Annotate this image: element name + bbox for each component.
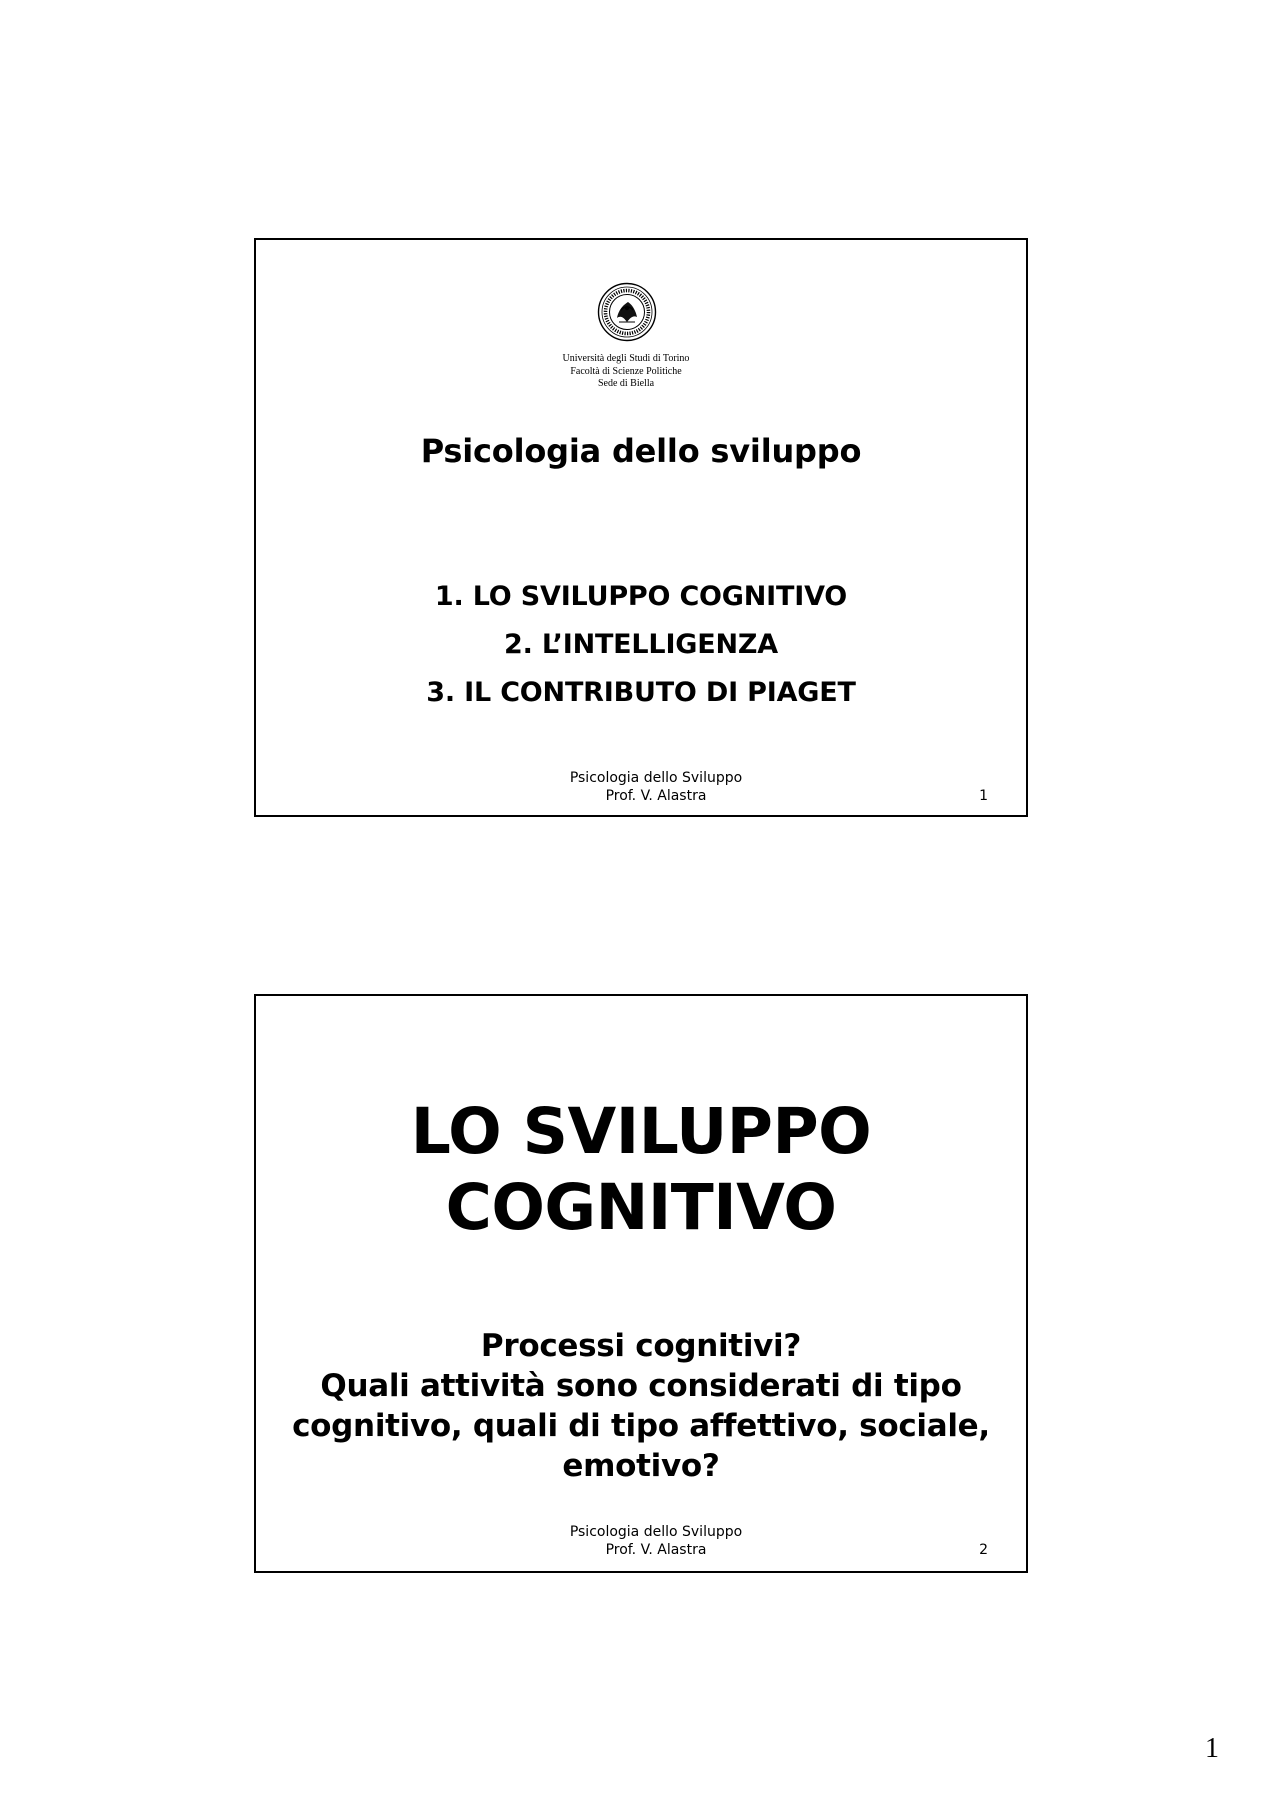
footer-course: Psicologia dello Sviluppo xyxy=(569,770,743,786)
slide-number: 1 xyxy=(979,788,988,804)
footer-professor: Prof. V. Alastra xyxy=(605,788,707,804)
institution-block xyxy=(476,353,776,391)
institution-line: Facoltà di Scienze Politiche xyxy=(570,365,682,377)
question-line: Processi cognitivi? xyxy=(480,1328,802,1364)
slide-footer xyxy=(516,1523,796,1559)
slide-1 xyxy=(254,238,1028,817)
university-seal-icon xyxy=(597,282,657,342)
list-item: 3. IL CONTRIBUTO DI PIAGET xyxy=(426,677,856,708)
slide-footer xyxy=(516,769,796,805)
title-line: COGNITIVO xyxy=(445,1171,837,1244)
title-line: LO SVILUPPO xyxy=(410,1095,872,1168)
slide-number: 2 xyxy=(979,1542,988,1558)
topics-list xyxy=(256,573,1026,717)
slide-title: Psicologia dello sviluppo xyxy=(420,432,862,470)
question-line: cognitivo, quali di tipo affettivo, sociale, xyxy=(292,1408,990,1444)
question-line: Quali attività sono considerati di tipo xyxy=(320,1368,962,1404)
question-line: emotivo? xyxy=(562,1448,720,1484)
list-item: 2. L’INTELLIGENZA xyxy=(504,629,778,660)
footer-course: Psicologia dello Sviluppo xyxy=(569,1524,743,1540)
footer-professor: Prof. V. Alastra xyxy=(605,1542,707,1558)
list-item: 1. LO SVILUPPO COGNITIVO xyxy=(434,581,848,612)
institution-line: Università degli Studi di Torino xyxy=(562,353,690,364)
slide-title xyxy=(256,1094,1026,1246)
institution-line: Sede di Biella xyxy=(597,378,655,389)
page-number: 1 xyxy=(1205,1733,1219,1764)
question-block xyxy=(256,1326,1026,1486)
slide-2 xyxy=(254,994,1028,1573)
